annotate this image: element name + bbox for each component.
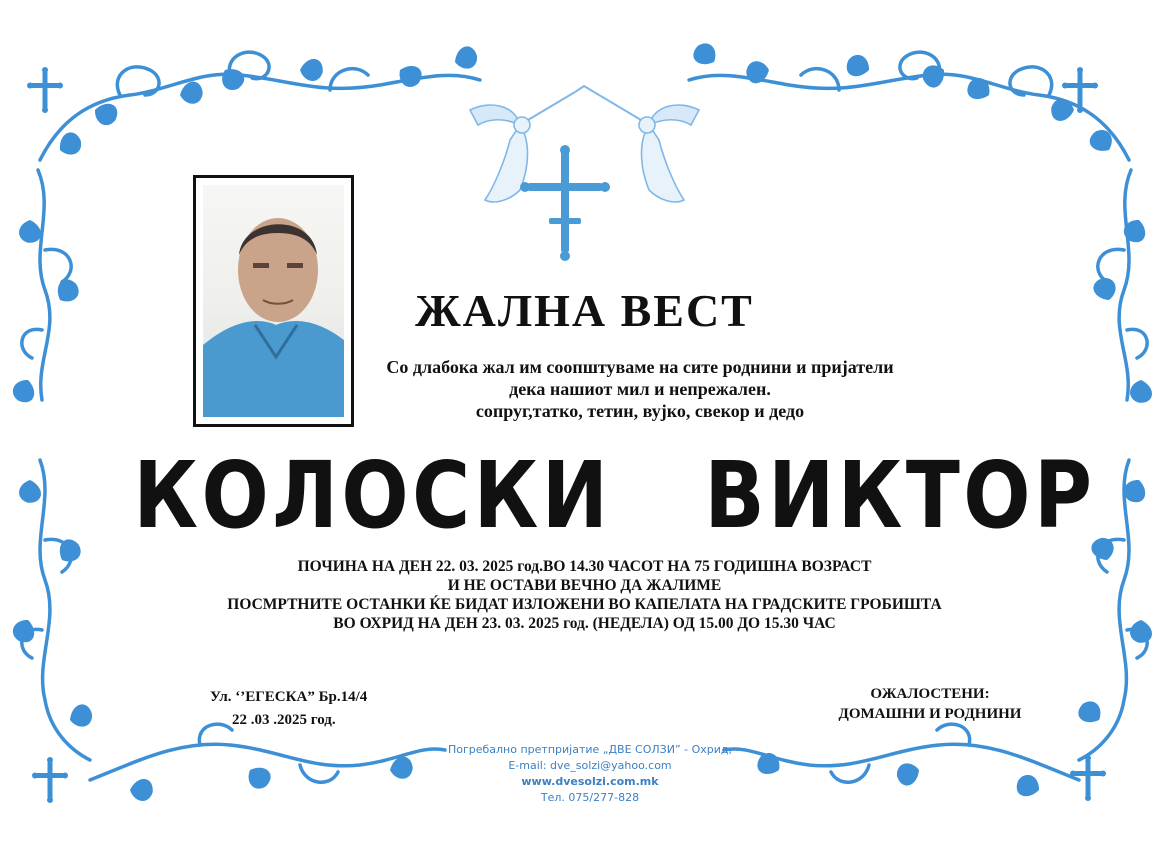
detail-line: И НЕ ОСТАВИ ВЕЧНО ДА ЖАЛИМЕ xyxy=(447,577,722,594)
company-website: www.dvesolzi.com.mk xyxy=(521,775,659,788)
notice-date: 22 .03 .2025 год. xyxy=(232,712,336,728)
death-details xyxy=(100,557,1069,633)
intro-line: Со длабока жал им соопштуваме на сите роднини и пријатели xyxy=(386,357,894,377)
notice-heading: ЖАЛНА ВЕСТ xyxy=(415,285,754,336)
intro-line: сопруг,татко, тетин, вујко, свекор и дедо xyxy=(475,401,805,421)
funeral-company-footer xyxy=(400,742,780,806)
intro-text xyxy=(260,356,1020,422)
orthodox-cross-icon xyxy=(520,145,610,261)
mourners-block xyxy=(800,684,1060,724)
company-email: E-mail: dve_solzi@yahoo.com xyxy=(508,759,672,772)
intro-line: дека нашиот мил и непрежален. xyxy=(509,379,771,399)
deceased-name: КОЛОСКИ ВИКТОР xyxy=(133,442,1096,549)
mourners-names: ДОМАШНИ И РОДНИНИ xyxy=(838,706,1022,722)
address: Ул. ‘’ЕГЕСКА” Бр.14/4 xyxy=(210,689,368,705)
mourners-label: ОЖАЛОСТЕНИ: xyxy=(870,686,990,702)
address-block xyxy=(210,686,367,732)
detail-line: ПОСМРТНИТЕ ОСТАНКИ ЌЕ БИДАТ ИЗЛОЖЕНИ ВО КАПЕЛАТА НА ГРАДСКИТЕ ГРОБИШТА xyxy=(227,596,942,613)
detail-line: ВО ОХРИД НА ДЕН 23. 03. 2025 год. (НЕДЕЛА) ОД 15.00 ДО 15.30 ЧАС xyxy=(333,615,836,632)
company-phone: Тел. 075/277-828 xyxy=(540,791,640,804)
detail-line: ПОЧИНА НА ДЕН 22. 03. 2025 год.ВО 14.30 ЧАСОТ НА 75 ГОДИШНА ВОЗРАСТ xyxy=(297,558,872,575)
company-name: Погребално претпријатие „ДВЕ СОЛЗИ” - Охрид, xyxy=(447,743,733,756)
